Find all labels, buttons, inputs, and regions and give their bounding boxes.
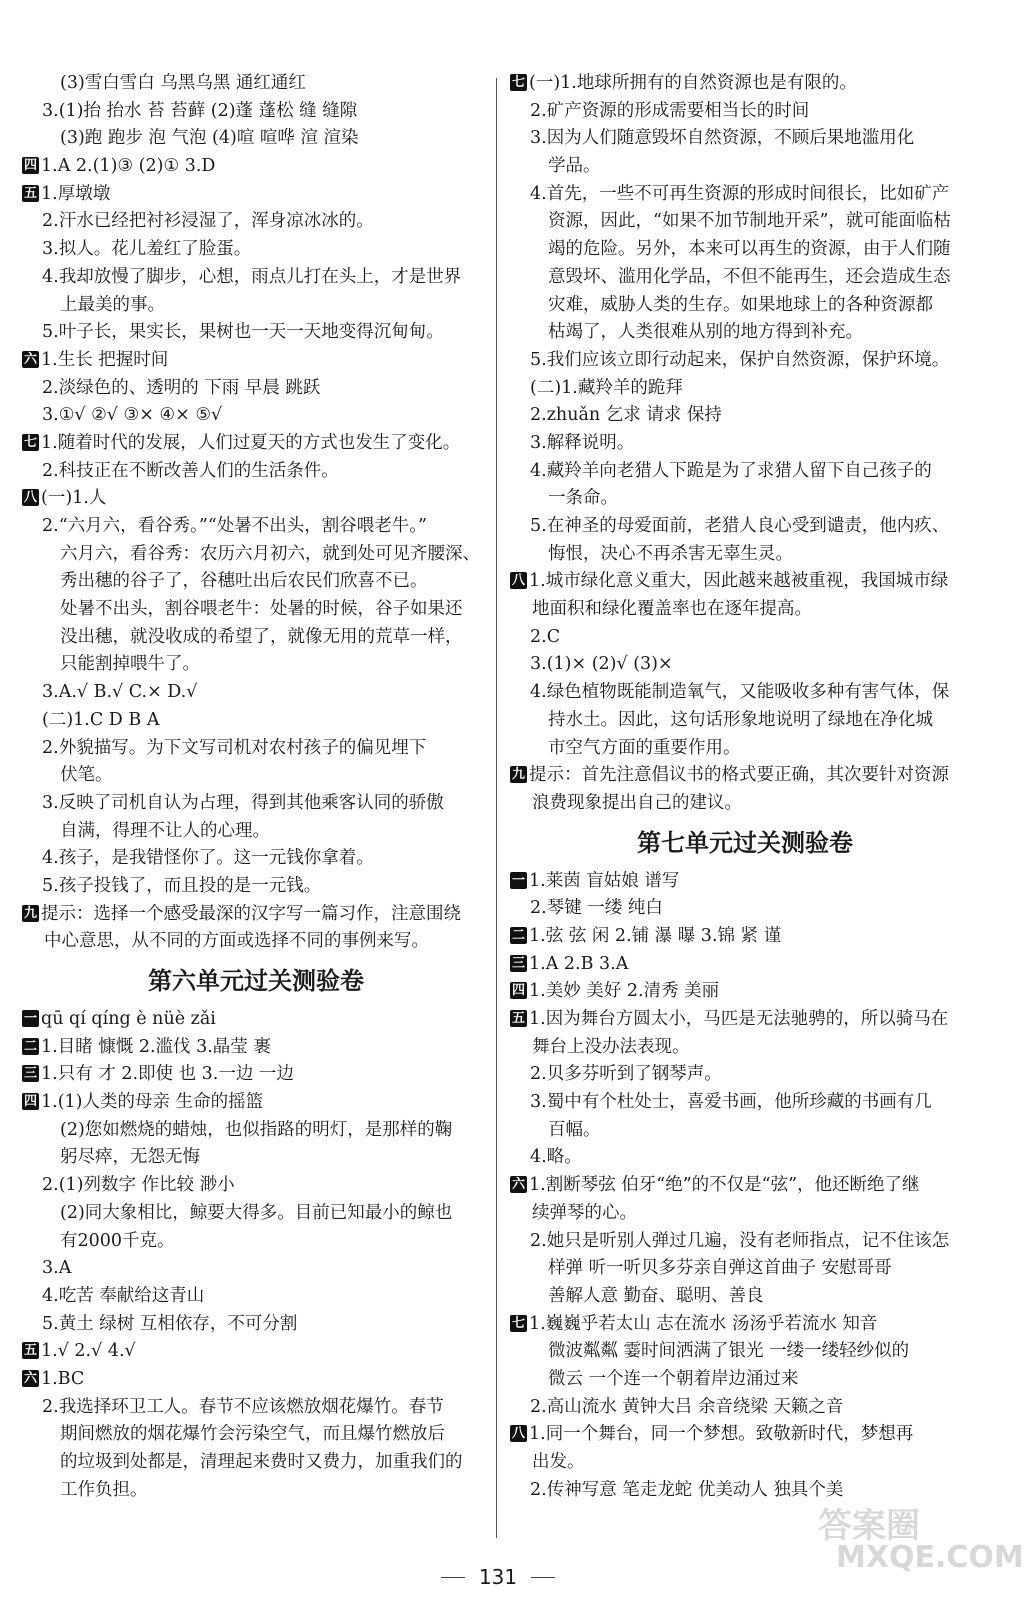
section-marker: 一: [512, 872, 526, 888]
answer-line: [22, 651, 490, 679]
answer-text: 自满，得理不让人的心理。: [60, 820, 270, 841]
answer-line: [22, 125, 490, 153]
answer-text: 浪费现象提出自己的建议。: [532, 792, 742, 813]
answer-line: [510, 1200, 980, 1228]
answer-text: 2.外貌描写。为下文写司机对农村孩子的偏见埋下: [42, 737, 427, 758]
answer-line: [22, 901, 490, 929]
answer-text: qū qí qíng è nüè zǎi: [41, 1009, 216, 1029]
section-marker: 一: [24, 1011, 38, 1026]
answer-text: (2)您如燃烧的蜡烛，也似指路的明灯，是那样的鞠: [60, 1119, 453, 1140]
answer-line: [22, 153, 490, 181]
answer-text: 2.C: [530, 626, 561, 647]
answer-line: [22, 1449, 490, 1477]
section-marker: 六: [512, 1177, 526, 1193]
answer-line: [22, 873, 490, 901]
answer-text: 只能割掉喂牛了。: [60, 654, 200, 675]
section-marker: 四: [24, 1094, 38, 1110]
answer-text: 1.同一个舞台，同一个梦想。致敬新时代，梦想再: [529, 1424, 914, 1445]
answer-line: [22, 1034, 490, 1062]
answer-text: 4.绿色植物既能制造氧气，又能吸收多种有害气体，保: [530, 682, 950, 703]
answer-line: [510, 951, 980, 979]
answer-text: 1.巍巍乎若太山 志在流水 汤汤乎若流水 知音: [529, 1313, 878, 1334]
answer-line: [22, 1089, 490, 1117]
answer-text: 1.城市绿化意义重大，因此越来越被重视，我国城市绿: [529, 571, 949, 592]
answer-line: [510, 868, 980, 896]
answer-line: [22, 208, 490, 236]
answer-line: [510, 485, 980, 513]
answer-text: 4.略。: [530, 1147, 582, 1168]
section-marker: 七: [24, 434, 38, 450]
answer-text: 地面积和绿化覆盖率也在逐年提高。: [532, 599, 812, 620]
answer-line: [510, 319, 980, 347]
answer-text: 资源，因此，“如果不加节制地开采”，就可能面临枯: [548, 211, 951, 232]
answer-line: [22, 292, 490, 320]
answer-text: 1.√ 2.√ 4.√: [41, 1341, 136, 1362]
section-marker: 八: [24, 490, 38, 506]
answer-text: 市空气方面的重要作用。: [548, 737, 741, 758]
answer-text: 伏笔。: [60, 765, 113, 786]
answer-text: 出发。: [532, 1452, 585, 1472]
section-marker: 五: [24, 185, 38, 201]
answer-text: 5.我们应该立即行动起来，保护自然资源，保护环境。: [530, 349, 950, 370]
answer-text: 4.首先，一些不可再生资源的形成时间很长，比如矿产: [530, 183, 950, 204]
answer-text: 2.琴键 一缕 纯白: [530, 898, 663, 919]
answer-text: 1.厚墩墩: [41, 183, 111, 204]
answer-text: 1.随着时代的发展，人们过夏天的方式也发生了变化。: [41, 432, 461, 453]
answer-line: [22, 541, 490, 569]
answer-line: [22, 928, 490, 956]
answer-line: [22, 1061, 490, 1089]
answer-line: [22, 596, 490, 624]
answer-text: 3.(1)× (2)√ (3)×: [530, 654, 673, 675]
answer-text: 1.弦 弦 闲 2.铺 瀑 曝 3.锦 紧 谨: [529, 925, 782, 946]
answer-line: [510, 402, 980, 430]
answer-line: [510, 292, 980, 320]
answer-text: 3.拟人。花儿羞红了脸蛋。: [42, 239, 252, 260]
answer-text: 灾难，威胁人类的生存。如果地球上的各种资源都: [548, 294, 933, 315]
section-marker: 二: [24, 1038, 38, 1054]
answer-line: [510, 1394, 980, 1422]
answer-line: [510, 1366, 980, 1394]
answer-text: 持水土。因此，这句话形象地说明了绿地在净化城: [548, 709, 933, 730]
section-marker: 七: [512, 75, 526, 90]
answer-line: [22, 845, 490, 873]
answer-line: [510, 568, 980, 596]
answer-text: 2.淡绿色的、透明的 下雨 早晨 跳跃: [42, 377, 321, 398]
section-marker: 三: [24, 1066, 38, 1082]
answer-line: [510, 98, 980, 126]
answer-line: [510, 1144, 980, 1172]
answer-text: 2.传神写意 笔走龙蛇 优美动人 独具个美: [530, 1479, 844, 1500]
answer-line: [510, 1311, 980, 1339]
answer-text: (3)雪白雪白 乌黑乌黑 通红通红: [60, 73, 306, 93]
answer-text: 悔恨，决心不再杀害无辜生灵。: [548, 543, 793, 564]
answer-line: [510, 1117, 980, 1145]
answer-text: 2.我选择环卫工人。春节不应该燃放烟花爆竹。春节: [42, 1396, 444, 1417]
answer-line: [22, 347, 490, 375]
answer-text: (二)1.藏羚羊的跪拜: [530, 377, 683, 398]
answer-text: 3.A: [42, 1258, 72, 1279]
section-marker: 六: [24, 1370, 38, 1386]
answer-text: 2.贝多芬听到了钢琴声。: [530, 1064, 722, 1085]
answer-text: 1.割断琴弦 伯牙“绝”的不仅是“弦”，他还断绝了继: [529, 1175, 920, 1196]
section-marker: 八: [512, 573, 526, 589]
answer-line: [22, 1283, 490, 1311]
answer-line: [510, 153, 980, 181]
answer-line: [22, 1477, 490, 1505]
answer-line: [510, 1006, 980, 1034]
answer-line: [510, 762, 980, 790]
answer-text: 1.莱茵 盲姑娘 谱写: [529, 870, 680, 891]
answer-text: 3.①√ ②√ ③× ④× ⑤√: [42, 405, 223, 426]
right-column: [510, 70, 980, 1504]
answer-text: 一条命。: [548, 488, 618, 509]
column-divider: [496, 78, 497, 1538]
answer-text: 枯竭了，人类很难从别的地方得到补充。: [548, 322, 863, 343]
answer-text: 善解人意 勤奋、聪明、善良: [548, 1285, 764, 1306]
answer-text: (二)1.C D B A: [42, 709, 160, 730]
answer-text: 六月六，看谷秀：农历六月初六，就到处可见齐腰深、: [60, 543, 480, 564]
answer-line: [510, 1034, 980, 1062]
answer-line: [22, 513, 490, 541]
answer-line: [510, 375, 980, 403]
answer-text: 2.矿产资源的形成需要相当长的时间: [530, 100, 810, 121]
answer-line: [22, 1311, 490, 1339]
answer-text: 提示：首先注意倡议书的格式要正确，其次要针对资源: [529, 765, 950, 786]
answer-line: [510, 264, 980, 292]
answer-line: [22, 236, 490, 264]
answer-text: 5.孩子投钱了，而且投的是一元钱。: [42, 875, 322, 896]
answer-line: [510, 1255, 980, 1283]
answer-text: 4.孩子，是我错怪你了。这一元钱你拿着。: [42, 848, 374, 869]
answer-text: 3.蜀中有个杜处士，喜爱书画，他所珍藏的书画有几: [530, 1092, 932, 1113]
answer-line: [510, 679, 980, 707]
answer-text: 3.反映了司机自认为占理，得到其他乘客认同的骄傲: [42, 792, 444, 813]
answer-text: 4.我却放慢了脚步，心想，雨点儿打在头上，才是世界: [42, 266, 462, 287]
answer-line: [510, 596, 980, 624]
section-marker: 九: [24, 905, 38, 921]
section-marker: 六: [24, 351, 38, 367]
answer-text: 百幅。: [548, 1119, 601, 1140]
answer-line: [22, 458, 490, 486]
answer-line: [510, 70, 980, 98]
answer-text: 工作负担。: [60, 1479, 148, 1500]
answer-line: [22, 1338, 490, 1366]
answer-line: [510, 624, 980, 652]
answer-text: 2.汗水已经把衬衫浸湿了，浑身凉冰冰的。: [42, 211, 374, 232]
answer-line: [22, 679, 490, 707]
answer-text: 3.(1)抬 抬水 苔 苔藓 (2)蓬 蓬松 缝 缝隙: [42, 100, 358, 121]
answer-line: [510, 458, 980, 486]
section-marker: 九: [512, 767, 526, 783]
answer-line: [22, 1144, 490, 1172]
answer-text: 2.科技正在不断改善人们的生活条件。: [42, 460, 339, 481]
answer-line: [22, 735, 490, 763]
answer-line: [22, 319, 490, 347]
answer-line: [510, 978, 980, 1006]
answer-line: [22, 98, 490, 126]
answer-line: [22, 485, 490, 513]
answer-line: [22, 1366, 490, 1394]
answer-text: 5.在神圣的母爱面前，老猎人良心受到谴责，他内疚、: [530, 516, 950, 536]
answer-line: [510, 208, 980, 236]
answer-text: 上最美的事。: [60, 294, 165, 315]
answer-text: 1.目睹 慷慨 2.滥伐 3.晶莹 裹: [41, 1036, 271, 1057]
answer-text: 3.A.√ B.√ C.× D.√: [42, 682, 198, 703]
answer-line: [510, 1283, 980, 1311]
answer-line: [510, 541, 980, 569]
answer-line: [510, 1228, 980, 1256]
answer-text: 期间燃放的烟花爆竹会污染空气，而且爆竹燃放后: [60, 1424, 445, 1445]
answer-text: (一)1.地球所拥有的自然资源也是有限的。: [529, 73, 857, 93]
left-column: [22, 70, 490, 1504]
answer-text: 舞台上没办法表现。: [532, 1036, 690, 1057]
section-marker: 七: [512, 1315, 526, 1331]
answer-text: 1.美妙 美好 2.清秀 美丽: [529, 981, 720, 1002]
answer-text: (2)同大象相比，鲸要大得多。目前已知最小的鲸也: [60, 1202, 453, 1223]
answer-text: 4.藏羚羊向老猎人下跪是为了求猎人留下自己孩子的: [530, 460, 932, 481]
page-number: 131: [0, 1565, 996, 1589]
section-marker: 五: [512, 1011, 526, 1026]
answer-line: [22, 181, 490, 209]
answer-line: [510, 181, 980, 209]
answer-text: 2.她只是听别人弹过几遍，没有老师指点，记不住该怎: [530, 1230, 950, 1251]
answer-line: [510, 735, 980, 763]
watermark-url: MXQE.COM: [836, 1540, 1024, 1575]
answer-line: [22, 818, 490, 846]
answer-line: [510, 1089, 980, 1117]
answer-line: [510, 1061, 980, 1089]
answer-line: [22, 1228, 490, 1256]
answer-text: 1.(1)人类的母亲 生命的摇篮: [41, 1092, 264, 1113]
answer-line: [510, 1172, 980, 1200]
answer-text: 秀出穗的谷子了，谷穗吐出后农民们欣喜不已。: [60, 571, 428, 592]
answer-text: (一)1.人: [41, 488, 107, 509]
answer-line: [510, 430, 980, 458]
answer-text: 1.A 2.(1)③ (2)① 3.D: [41, 156, 216, 177]
answer-text: 1.因为舞台方圆太小，马匹是无法驰骋的，所以骑马在: [529, 1009, 949, 1029]
answer-line: [22, 375, 490, 403]
answer-text: 5.黄土 绿树 互相依存，不可分割: [42, 1313, 298, 1334]
answer-line: [22, 1006, 490, 1034]
section-marker: 四: [512, 983, 526, 999]
answer-line: [22, 430, 490, 458]
answer-text: 提示：选择一个感受最深的汉字写一篇习作，注意围绕: [41, 903, 462, 924]
answer-text: 的垃圾到处都是，清理起来费时又费力，加重我们的: [60, 1452, 463, 1472]
answer-text: 意毁坏、滥用化学品，不但不能再生，还会造成生态: [548, 266, 951, 287]
answer-line: [22, 402, 490, 430]
answer-line: [510, 895, 980, 923]
answer-line: [22, 762, 490, 790]
answer-line: [22, 264, 490, 292]
answer-text: 有2000千克。: [60, 1230, 175, 1251]
answer-line: [510, 125, 980, 153]
section-marker: 三: [512, 955, 526, 971]
answer-text: 5.叶子长，果实长，果树也一天一天地变得沉甸甸。: [42, 322, 444, 343]
answer-text: 2.高山流水 黄钟大吕 余音绕梁 天籁之音: [530, 1396, 844, 1417]
section-marker: 四: [24, 158, 38, 174]
answer-line: [22, 1421, 490, 1449]
answer-text: 没出穗，就没收成的希望了，就像无用的荒草一样，: [60, 626, 463, 647]
answer-text: 1.BC: [41, 1368, 85, 1389]
answer-text: 处暑不出头，割谷喂老牛：处暑的时候，谷子如果还: [60, 599, 463, 620]
answer-line: [22, 707, 490, 735]
answer-text: (3)跑 跑步 泡 气泡 (4)喧 喧哗 渲 渲染: [60, 128, 359, 149]
answer-line: [22, 624, 490, 652]
answer-text: 2.“六月六，看谷秀。”“处暑不出头，割谷喂老牛。”: [42, 516, 427, 536]
answer-text: 1.A 2.B 3.A: [529, 953, 629, 974]
answer-line: [510, 923, 980, 951]
answer-line: [22, 568, 490, 596]
answer-line: [22, 1255, 490, 1283]
answer-text: 竭的危险。另外，本来可以再生的资源，由于人们随: [548, 239, 951, 260]
watermark-logo: 答案圈: [818, 1506, 920, 1546]
answer-text: 2.(1)列数字 作比较 渺小: [42, 1175, 235, 1196]
section-marker: 二: [512, 927, 526, 943]
answer-text: 1.只有 才 2.即使 也 3.一边 一边: [41, 1064, 294, 1085]
answer-line: [510, 1449, 980, 1477]
answer-line: [510, 707, 980, 735]
section-marker: 五: [24, 1343, 38, 1359]
answer-line: [510, 790, 980, 818]
answer-line: [22, 790, 490, 818]
answer-line: [22, 1117, 490, 1145]
answer-text: 躬尽瘁，无怨无悔: [60, 1147, 200, 1168]
answer-text: 样弹 听一听贝多芬亲自弹这首曲子 安慰哥哥: [548, 1258, 892, 1279]
answer-text: 中心意思，从不同的方面或选择不同的事例来写。: [44, 931, 429, 952]
answer-text: 学品。: [548, 156, 601, 177]
answer-line: [22, 1200, 490, 1228]
unit-title: 第七单元过关测验卷: [637, 827, 853, 857]
answer-line: [510, 513, 980, 541]
answer-text: 4.吃苦 奉献给这青山: [42, 1285, 205, 1306]
answer-line: [510, 1338, 980, 1366]
answer-line: [22, 70, 490, 98]
answer-line: [22, 1172, 490, 1200]
answer-text: 1.生长 把握时间: [41, 349, 169, 370]
answer-line: [510, 236, 980, 264]
answer-text: 3.解释说明。: [530, 432, 635, 453]
answer-line: [510, 1421, 980, 1449]
answer-line: [510, 347, 980, 375]
unit-title: 第六单元过关测验卷: [148, 966, 364, 995]
answer-text: 微云 一个连一个朝着岸边涌过来: [548, 1368, 799, 1389]
answer-text: 续弹琴的心。: [532, 1202, 637, 1223]
answer-line: [22, 1394, 490, 1422]
answer-text: 3.因为人们随意毁坏自然资源，不顾后果地滥用化: [530, 128, 915, 149]
answer-line: [510, 651, 980, 679]
section-marker: 八: [512, 1426, 526, 1442]
answer-text: 微波粼粼 霎时间洒满了银光 一缕一缕轻纱似的: [548, 1341, 910, 1362]
answer-text: 2.zhuǎn 乞求 请求 保持: [530, 405, 722, 426]
